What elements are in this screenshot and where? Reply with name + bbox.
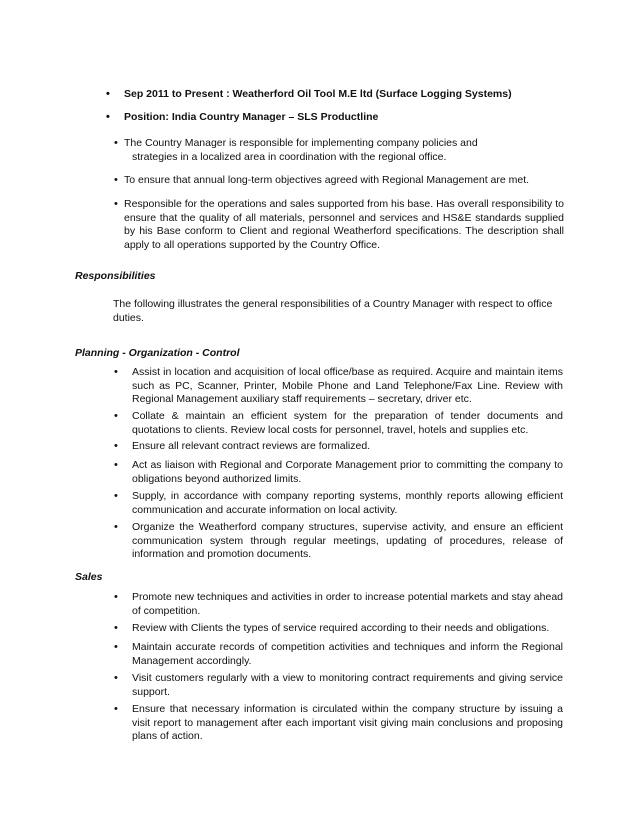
bullet-icon: • [114, 174, 118, 186]
list-item: • Maintain accurate records of competition activities and techniques and inform the Regional Management accordingly. [114, 641, 563, 667]
bullet-icon: • [114, 410, 118, 422]
list-item: • Supply, in accordance with company reporting systems, monthly reports allowing efficient communication and accurate information on local activity. [114, 490, 563, 516]
responsibilities-intro: The following illustrates the general responsibilities of a Country Manager with respect to office duties. [113, 298, 553, 324]
list-item: • Visit customers regularly with a view to monitoring contract requirements and giving service support. [114, 672, 563, 698]
bullet-icon: • [114, 641, 118, 653]
bullet-icon: • [106, 88, 110, 100]
bullet-icon: • [114, 198, 118, 210]
list-item: • Ensure all relevant contract reviews are formalized. [114, 440, 371, 452]
section-heading-sales: Sales [75, 571, 103, 583]
section-heading-planning: Planning - Organization - Control [75, 347, 240, 359]
list-item: • Ensure that necessary information is circulated within the company structure by issuing a visit report to management after each important visit giving main conclusions and proposing plans of action. [114, 703, 563, 742]
bullet-icon: • [114, 591, 118, 603]
experience-position: • Position: India Country Manager – SLS Productline [106, 111, 379, 123]
bullet-icon: • [114, 366, 118, 378]
bullet-icon: • [114, 137, 118, 149]
duty-item: • To ensure that annual long-term objectives agreed with Regional Management are met. [114, 174, 530, 186]
bullet-icon: • [114, 490, 118, 502]
duty-item: • The Country Manager is responsible for implementing company policies and strategies in a localized area in coordination with the regional office. [114, 137, 478, 163]
list-item: • Promote new techniques and activities in order to increase potential markets and stay ahead of competition. [114, 591, 563, 617]
experience-period: • Sep 2011 to Present : Weatherford Oil Tool M.E ltd (Surface Logging Systems) [106, 88, 512, 100]
list-item: • Review with Clients the types of service required according to their needs and obligations. [114, 622, 550, 634]
bullet-icon: • [114, 672, 118, 684]
list-item: • Assist in location and acquisition of local office/base as required. Acquire and maintain items such as PC, Scanner, Printer, Mobile Phone and Land Telephone/Fax Line. Review with Regional Management auxiliary staff requirements – secretary, driver etc. [114, 366, 563, 405]
list-item: • Act as liaison with Regional and Corporate Management prior to committing the company to obligations beyond authorized limits. [114, 459, 563, 485]
bullet-icon: • [106, 111, 110, 123]
bullet-icon: • [114, 440, 118, 452]
bullet-icon: • [114, 703, 118, 715]
bullet-icon: • [114, 622, 118, 634]
bullet-icon: • [114, 521, 118, 533]
list-item: • Collate & maintain an efficient system for the preparation of tender documents and quotations to clients. Review local costs for personnel, travel, hotels and supplies etc. [114, 410, 563, 436]
section-heading-responsibilities: Responsibilities [75, 270, 156, 282]
duty-item: • Responsible for the operations and sales supported from his base. Has overall responsibility to ensure that the quality of all materials, personnel and services and HS&E standards supplied by his Base conform to Client and regional Weatherford specifications. The description shall apply to all operations supported by the Country Office. [114, 198, 564, 251]
list-item: • Organize the Weatherford company structures, supervise activity, and ensure an efficient communication system through regular meetings, updating of procedures, release of information and promotion documents. [114, 521, 563, 560]
bullet-icon: • [114, 459, 118, 471]
